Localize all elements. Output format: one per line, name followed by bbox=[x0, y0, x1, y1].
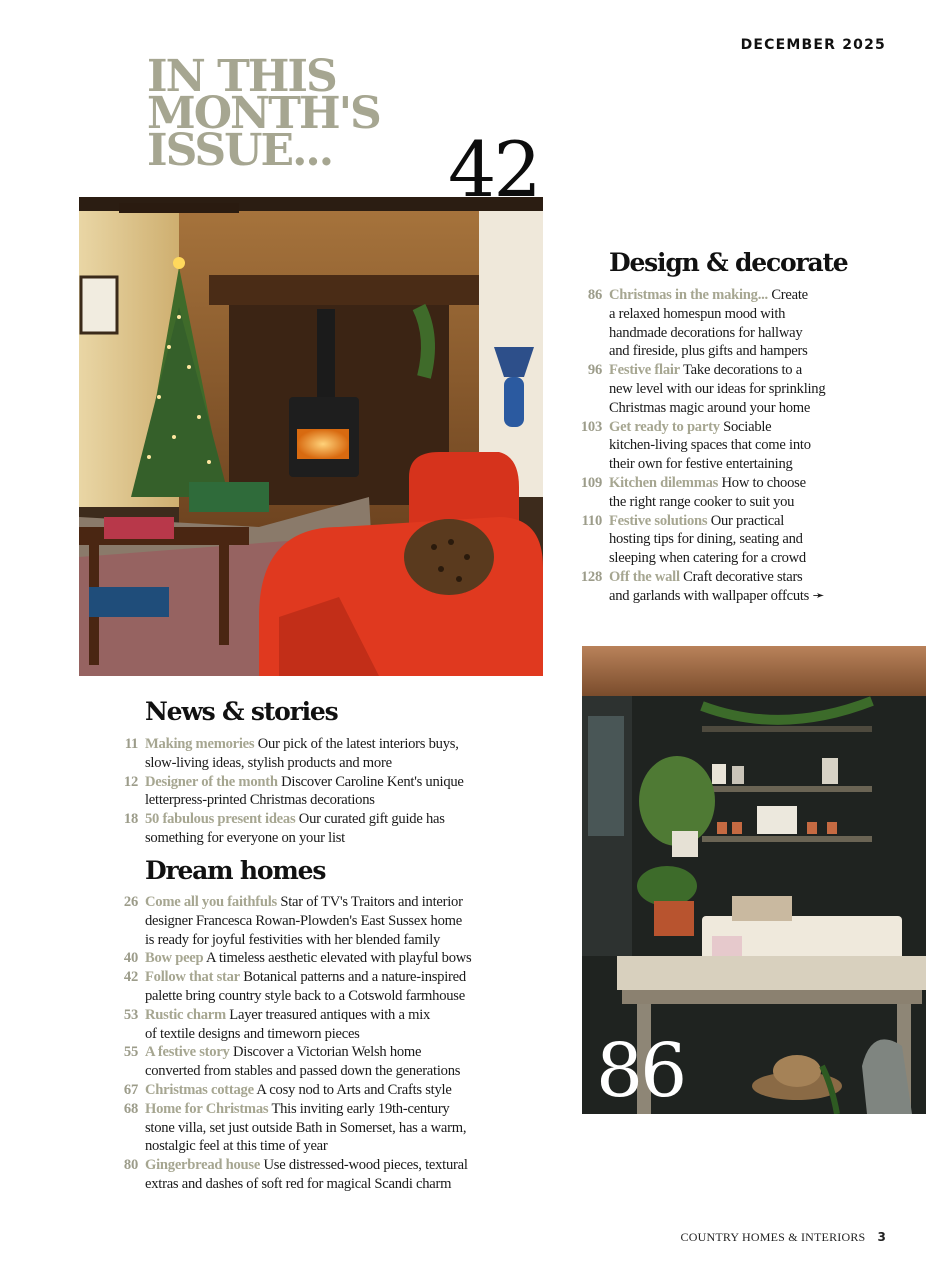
toc-entry-desc: something for everyone on your list bbox=[145, 829, 345, 846]
toc-entry-title: Rustic charm bbox=[145, 1006, 226, 1023]
toc-entry-title: Follow that star bbox=[145, 969, 240, 986]
toc-entry-desc: Sociable bbox=[719, 418, 772, 435]
toc-entry-title: Kitchen dilemmas bbox=[609, 474, 719, 491]
toc-entry[interactable] bbox=[106, 1081, 536, 1100]
toc-entry-title: A festive story bbox=[145, 1044, 230, 1061]
toc-entry-title: Get ready to party bbox=[609, 418, 720, 435]
toc-entry-desc: palette bring country style back to a Cotswold farmhouse bbox=[145, 987, 465, 1004]
toc-entry-desc: A cosy nod to Arts and Crafts style bbox=[253, 1081, 452, 1098]
toc-page-number: 18 bbox=[123, 811, 138, 828]
toc-entry[interactable] bbox=[106, 1043, 536, 1081]
toc-entry-desc: Layer treasured antiques with a mix bbox=[225, 1006, 431, 1023]
toc-design-list bbox=[570, 286, 870, 606]
toc-page-number: 110 bbox=[581, 512, 602, 529]
toc-entry-desc: nostalgic feel at this time of year bbox=[145, 1138, 328, 1155]
headline-line: ISSUE... bbox=[147, 125, 333, 176]
toc-dream-list bbox=[106, 893, 536, 1194]
toc-entry-title: Designer of the month bbox=[145, 773, 278, 790]
section-title-design: Design & decorate bbox=[609, 248, 848, 277]
headline-line: MONTH'S bbox=[147, 88, 380, 139]
toc-entry[interactable] bbox=[106, 810, 526, 848]
toc-entry[interactable] bbox=[570, 568, 870, 606]
page-number: 3 bbox=[877, 1230, 886, 1244]
toc-entry-desc: and fireside, plus gifts and hampers bbox=[609, 343, 808, 360]
toc-entry[interactable] bbox=[570, 474, 870, 512]
toc-entry-desc: Our curated gift guide has bbox=[295, 811, 445, 828]
toc-page-number: 11 bbox=[124, 736, 138, 752]
toc-entry-desc: How to choose bbox=[718, 474, 806, 491]
section-title-news: News & stories bbox=[145, 697, 338, 726]
magazine-name: COUNTRY HOMES & INTERIORS bbox=[680, 1230, 866, 1244]
toc-page-number: 55 bbox=[123, 1044, 138, 1061]
toc-page-number: 42 bbox=[123, 969, 138, 986]
page-footer bbox=[681, 1230, 886, 1245]
toc-entry-title: Gingerbread house bbox=[145, 1157, 261, 1174]
toc-entry-desc: hosting tips for dining, seating and bbox=[609, 531, 803, 548]
page-headline bbox=[147, 51, 380, 176]
living-room-photo[interactable] bbox=[79, 197, 543, 676]
toc-entry-desc: slow-living ideas, stylish products and more bbox=[145, 754, 392, 771]
toc-entry-desc: Discover a Victorian Welsh home bbox=[229, 1044, 422, 1061]
toc-entry-desc: and garlands with wallpaper offcuts ➛ bbox=[609, 587, 825, 604]
toc-entry-title: Christmas cottage bbox=[145, 1081, 254, 1098]
toc-entry[interactable] bbox=[106, 1100, 536, 1156]
toc-entry-title: Home for Christmas bbox=[145, 1100, 269, 1117]
toc-page-number: 12 bbox=[123, 773, 138, 790]
issue-date: DECEMBER 2025 bbox=[740, 37, 886, 53]
toc-entry[interactable] bbox=[570, 512, 870, 568]
toc-entry[interactable] bbox=[570, 361, 870, 417]
toc-entry-desc: Star of TV's Traitors and interior bbox=[276, 894, 463, 910]
toc-entry-desc: extras and dashes of soft red for magical Scandi charm bbox=[145, 1175, 452, 1192]
toc-entry-title: 50 fabulous present ideas bbox=[145, 811, 296, 828]
toc-entry-title: Bow peep bbox=[145, 950, 204, 967]
toc-entry-desc: Craft decorative stars bbox=[679, 568, 803, 585]
toc-entry-desc: their own for festive entertaining bbox=[609, 456, 793, 473]
toc-entry-desc: new level with our ideas for sprinkling bbox=[609, 380, 826, 397]
toc-entry-desc: letterpress-printed Christmas decorations bbox=[145, 792, 375, 809]
toc-entry-desc: Create bbox=[767, 287, 808, 303]
toc-entry-title: Festive solutions bbox=[609, 512, 708, 529]
toc-entry-desc: stone villa, set just outside Bath in Somerset, has a warm, bbox=[145, 1119, 467, 1136]
toc-entry-desc: Botanical patterns and a nature-inspired bbox=[239, 969, 466, 986]
toc-entry-desc: Christmas magic around your home bbox=[609, 399, 811, 416]
toc-page-number: 67 bbox=[123, 1081, 138, 1098]
toc-page-number: 103 bbox=[580, 418, 602, 435]
toc-entry-title: Off the wall bbox=[609, 568, 680, 585]
photo-page-number: 86 bbox=[596, 1028, 685, 1114]
toc-entry-desc: handmade decorations for hallway bbox=[609, 324, 803, 341]
toc-page-number: 109 bbox=[580, 474, 602, 491]
toc-entry-desc: This inviting early 19th-century bbox=[268, 1100, 450, 1117]
toc-entry-desc: converted from stables and passed down the generations bbox=[145, 1063, 461, 1080]
toc-page-number: 86 bbox=[587, 287, 602, 303]
toc-entry[interactable] bbox=[106, 735, 526, 773]
toc-entry-desc: Take decorations to a bbox=[679, 362, 802, 379]
toc-entry[interactable] bbox=[106, 949, 536, 968]
toc-entry[interactable] bbox=[570, 286, 870, 361]
toc-entry[interactable] bbox=[106, 893, 536, 949]
toc-entry[interactable] bbox=[106, 1156, 536, 1194]
toc-entry-desc: the right range cooker to suit you bbox=[609, 493, 795, 510]
toc-entry-title: Christmas in the making... bbox=[609, 287, 768, 303]
toc-entry-desc: a relaxed homespun mood with bbox=[609, 305, 786, 322]
toc-page-number: 68 bbox=[123, 1100, 138, 1117]
section-title-dream: Dream homes bbox=[145, 856, 326, 885]
toc-entry-title: Making memories bbox=[145, 736, 255, 752]
toc-page-number: 26 bbox=[123, 894, 138, 910]
toc-entry-title: Come all you faithfuls bbox=[145, 894, 277, 910]
toc-page-number: 53 bbox=[123, 1006, 138, 1023]
headline-line: IN THIS bbox=[147, 51, 336, 102]
photo-page-number: 42 bbox=[448, 125, 539, 214]
toc-entry[interactable] bbox=[570, 418, 870, 474]
toc-entry-desc: Our practical bbox=[707, 512, 785, 529]
toc-entry-desc: A timeless aesthetic elevated with playful bows bbox=[203, 950, 472, 967]
toc-entry[interactable] bbox=[106, 1006, 536, 1044]
toc-entry-desc: Discover Caroline Kent's unique bbox=[277, 773, 464, 790]
toc-entry-desc: of textile designs and timeworn pieces bbox=[145, 1025, 360, 1042]
toc-page-number: 80 bbox=[123, 1157, 138, 1174]
toc-entry-desc: kitchen-living spaces that come into bbox=[609, 437, 811, 454]
toc-entry[interactable] bbox=[106, 968, 536, 1006]
toc-entry-desc: Our pick of the latest interiors buys, bbox=[254, 736, 459, 752]
toc-page-number: 128 bbox=[580, 568, 602, 585]
toc-entry-desc: sleeping when catering for a crowd bbox=[609, 550, 806, 567]
toc-entry-desc: is ready for joyful festivities with her blended family bbox=[145, 931, 441, 948]
toc-page-number: 40 bbox=[123, 950, 138, 967]
toc-entry-title: Festive flair bbox=[609, 362, 680, 379]
toc-news-list bbox=[106, 735, 526, 848]
toc-entry-desc: Use distressed-wood pieces, textural bbox=[260, 1157, 468, 1174]
toc-entry[interactable] bbox=[106, 773, 526, 811]
toc-page-number: 96 bbox=[587, 362, 602, 379]
toc-entry-desc: designer Francesca Rowan-Plowden's East Sussex home bbox=[145, 912, 462, 929]
